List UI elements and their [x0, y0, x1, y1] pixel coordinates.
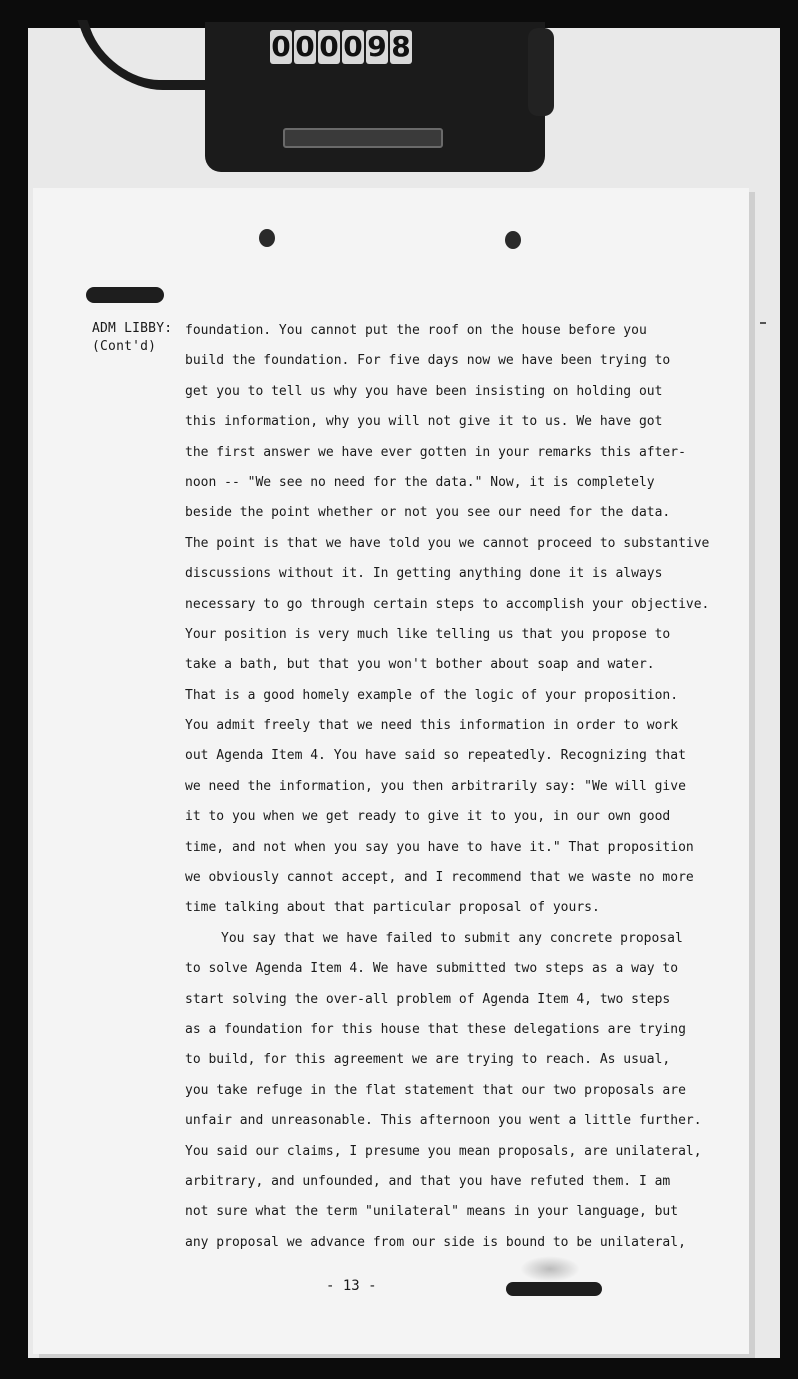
- transcript-body: [185, 316, 710, 1258]
- text-line-paragraph-start: You say that we have failed to submit any concrete proposal: [221, 930, 683, 946]
- speaker-continued-note: (Cont'd): [92, 339, 157, 354]
- redaction-mark-footer: [506, 1282, 602, 1296]
- text-line: arbitrary, and unfounded, and that you have refuted them. I am: [185, 1173, 671, 1189]
- text-line: out Agenda Item 4. You have said so repeatedly. Recognizing that: [185, 748, 686, 764]
- text-line: this information, why you will not give it to us. We have got: [185, 414, 663, 430]
- counter-knob: [528, 28, 554, 116]
- text-line: time, and not when you say you have to have it." That proposition: [185, 839, 694, 855]
- text-line: we need the information, you then arbitrarily say: "We will give: [185, 778, 686, 794]
- speaker-name: ADM LIBBY:: [92, 321, 173, 336]
- counter-slot: [283, 128, 443, 148]
- text-line: That is a good homely example of the logic of your proposition.: [185, 687, 679, 703]
- text-line: discussions without it. In getting anything done it is always: [185, 566, 663, 582]
- redaction-mark-header: [86, 287, 164, 303]
- text-line: foundation. You cannot put the roof on the house before you: [185, 323, 647, 338]
- text-line: to solve Agenda Item 4. We have submitted two steps as a way to: [185, 961, 679, 977]
- counter-digit: 9: [367, 30, 387, 63]
- text-line: we obviously cannot accept, and I recommend that we waste no more: [185, 870, 694, 886]
- counter-digit: 0: [295, 30, 315, 63]
- text-line: as a foundation for this house that these delegations are trying: [185, 1021, 686, 1037]
- text-line: the first answer we have ever gotten in your remarks this after-: [185, 444, 686, 460]
- speaker-label: [92, 320, 172, 356]
- text-line: not sure what the term "unilateral" means in your language, but: [185, 1204, 679, 1220]
- page-number: - 13 -: [326, 1278, 377, 1294]
- text-line: Your position is very much like telling us that you propose to: [185, 626, 671, 642]
- text-line: The point is that we have told you we cannot proceed to substantive: [185, 535, 710, 551]
- text-line: necessary to go through certain steps to accomplish your objective.: [185, 596, 710, 612]
- text-line: get you to tell us why you have been insisting on holding out: [185, 383, 663, 399]
- punch-hole: [505, 231, 521, 249]
- text-line: to build, for this agreement we are trying to reach. As usual,: [185, 1052, 671, 1068]
- counter-digit: 0: [319, 30, 339, 63]
- text-line: you take refuge in the flat statement that our two proposals are: [185, 1082, 686, 1098]
- text-line: You admit freely that we need this information in order to work: [185, 718, 679, 734]
- text-line: time talking about that particular proposal of yours.: [185, 900, 600, 916]
- edge-mark: [760, 322, 766, 324]
- text-line: start solving the over-all problem of Agenda Item 4, two steps: [185, 991, 671, 1007]
- text-line: You said our claims, I presume you mean proposals, are unilateral,: [185, 1143, 702, 1159]
- punch-hole: [259, 229, 275, 247]
- text-line: unfair and unreasonable. This afternoon you went a little further.: [185, 1113, 702, 1129]
- counter-digit: 0: [343, 30, 363, 63]
- counter-digit: 8: [391, 30, 411, 63]
- text-line: any proposal we advance from our side is bound to be unilateral,: [185, 1234, 686, 1250]
- text-line: it to you when we get ready to give it to you, in our own good: [185, 809, 671, 825]
- smudge: [520, 1256, 580, 1282]
- text-line: build the foundation. For five days now we have been trying to: [185, 353, 671, 369]
- text-line: take a bath, but that you won't bother about soap and water.: [185, 657, 655, 673]
- counter-digit: 0: [271, 30, 291, 63]
- frame-counter: [270, 30, 412, 64]
- text-line: beside the point whether or not you see our need for the data.: [185, 505, 671, 521]
- text-line: noon -- "We see no need for the data." Now, it is completely: [185, 474, 655, 490]
